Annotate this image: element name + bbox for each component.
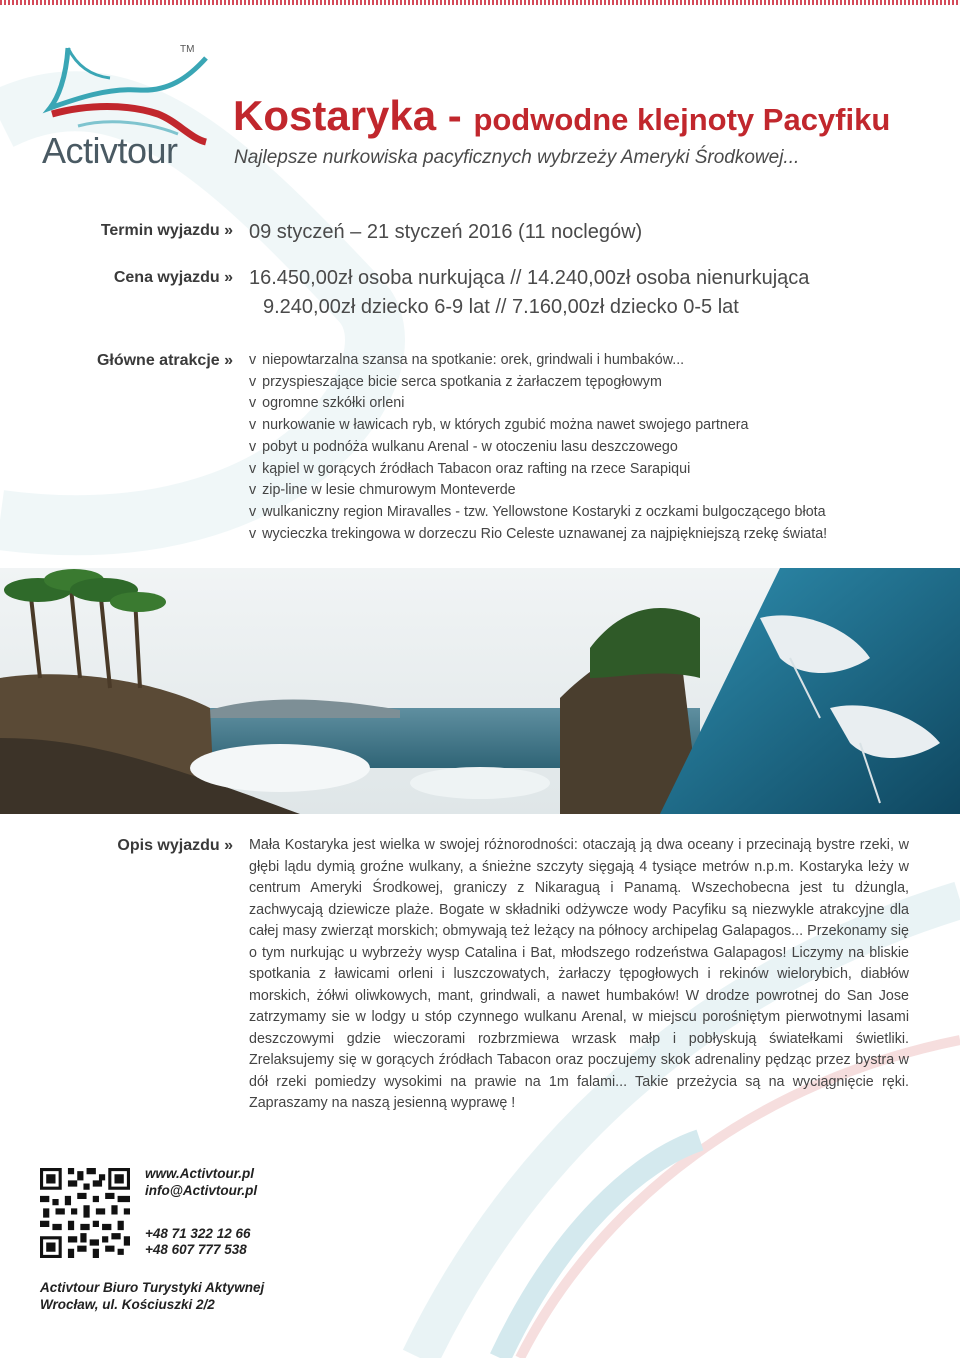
bullet: v [249,460,257,477]
trademark-mark: TM [180,44,195,55]
website-link[interactable]: www.Activtour.pl [145,1166,255,1181]
bullet: v [249,373,257,390]
cena-line-2: 9.240,00zł dziecko 6-9 lat // 7.160,00zł dziecko 0-5 lat [263,296,739,318]
attraction-text: pobyt u podnóża wulkanu Arenal - w otoczeniu lasu deszczowego [262,438,678,455]
list-item [249,502,827,524]
cena-label: Cena wyjazdu » [113,269,233,286]
attraction-text: przyspieszające bicie serca spotkania z żarłaczem tępogłowym [262,373,662,390]
list-item [249,437,827,459]
list-item [249,393,827,415]
description-text: Mała Kostaryka jest wielka w swojej różnorodności: otaczają ją dwa oceany i przecinają bystre rzeki, w głębi lądu dymią groźne wulkany, a śnieżne szczyty sięgają 4 tysiące metrów n.p.m. Kostaryka leży w centrum Ameryki Środkowej, graniczy z Nikaraguą i Panamą. Wszechobecna jest tu dżungla, zachwycają dziewicze plaże. Bogate w składniki odżywcze wody Pacyfiku są niezwykle atrakcyjne dla całej masy zwierząt morskich; obmywają też leżący na północy archipelag Galapagos... Przekonamy się o tym nurkując u wybrzeży wysp Catalina i Bat, młodszego rodzeństwa Galapagos! Liczymy na bliskie spotkania z ławicami orleni i luszczowatych, żarłaczy tępogłowych i rekinów wielorybich, diabłów morskich, żółwi oliwkowych, mant, grindwali, a nawet humbaków! W drodze powrotnej do San Jose zatrzymamy sie w lodgy u stóp czynnego wulkanu Arenal, w miejscu porośniętym pierwotnymi lasami deszczowymi gdzie wieczorami rozbrzmiewa wrzask małp i pobłyskują światełkami świetliki. Zrelaksujemy się w gorących źródłach Tabacon oraz poczujemy skok adrenaliny pędząc przez bystra w dół rzeki pomiedzy wysokimi na prawie na 1m falami... Takie przeżycia są na wyciągnięcie ręki. Zapraszamy na naszą jesienną wyprawę ! [249,837,909,1111]
list-item [249,459,827,481]
footer-address: Wrocław, ul. Kościuszki 2/2 [40,1297,215,1312]
attraction-text: nurkowanie w ławicach ryb, w których zgubić można nawet swojego partnera [262,417,749,434]
attraction-text: ogromne szkółki orleni [262,395,405,412]
bullet: v [249,417,257,434]
opis-label: Opis wyjazdu » [117,837,233,854]
page-subtitle: Najlepsze nurkowiska pacyficznych wybrzeży Ameryki Środkowej... [234,147,800,168]
atrakcje-label: Główne atrakcje » [96,352,233,369]
phone-2: +48 607 777 538 [145,1242,247,1257]
list-item [249,524,827,546]
hero-photo-beach-and-manta-rays [0,568,960,814]
attraction-text: zip-line w lesie chmurowym Monteverde [262,482,516,499]
list-item [249,372,827,394]
cena-line-1: 16.450,00zł osoba nurkująca // 14.240,00zł osoba nienurkująca [249,267,810,289]
title-main: Kostaryka - [233,92,474,139]
attraction-text: niepowtarzalna szansa na spotkanie: orek, grindwali i humbaków... [262,352,685,368]
list-item [249,350,827,372]
attractions-list [249,350,827,545]
bullet: v [249,503,257,520]
termin-value: 09 styczeń – 21 styczeń 2016 (11 noclegów) [249,221,643,243]
bullet: v [249,525,257,542]
attraction-text: kąpiel w gorących źródłach Tabacon oraz rafting na rzece Sarapiqui [262,460,691,477]
title-rest: podwodne klejnoty Pacyfiku [473,102,891,137]
phone-1: +48 71 322 12 66 [145,1226,251,1241]
bullet: v [249,438,257,455]
email-link[interactable]: info@Activtour.pl [145,1183,258,1198]
brand-wordmark: Activtour [42,130,178,171]
top-dotted-border [0,0,960,5]
footer-company: Activtour Biuro Turystyki Aktywnej [40,1280,265,1295]
qr-code-icon [40,1168,130,1258]
page-title [233,92,890,140]
list-item [249,415,827,437]
list-item [249,480,827,502]
termin-label: Termin wyjazdu » [100,222,233,239]
attraction-text: wulkaniczny region Miravalles - tzw. Yellowstone Kostaryki z oczkami bulgoczącego błota [262,503,826,520]
bullet: v [249,482,257,499]
bullet: v [249,395,257,412]
bullet: v [249,352,257,368]
attraction-text: wycieczka trekingowa w dorzeczu Rio Celeste uznawanej za najpiękniejszą rzekę świata! [262,525,828,542]
